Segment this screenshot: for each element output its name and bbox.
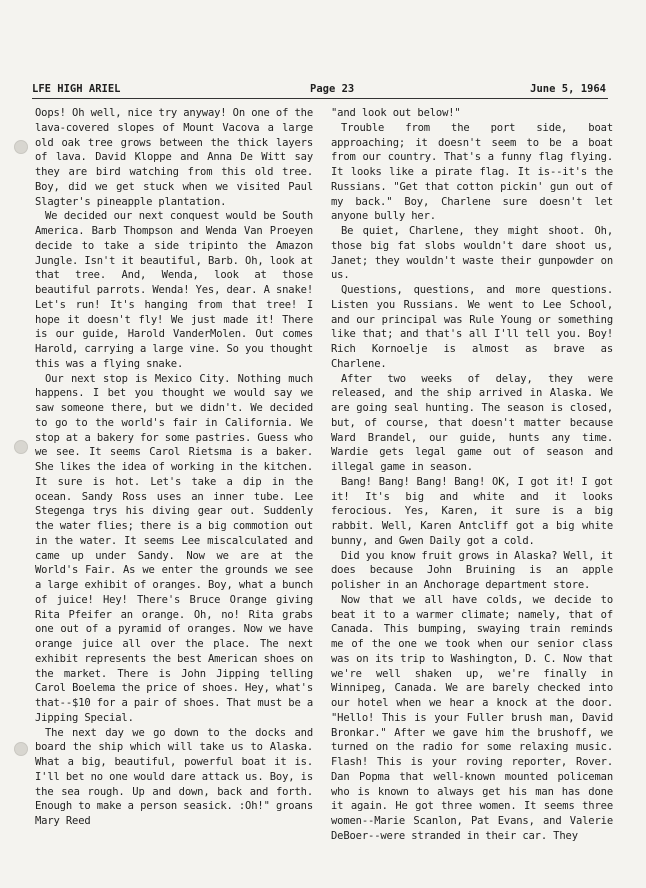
publication-title: LFE HIGH ARIEL (32, 83, 121, 95)
paragraph: Now that we all have colds, we decide to beat it to a warmer climate; namely, that of Canada. This bumping, swaying train reminds me of the one we took when our senior class was on its trip to Washington, D. C. Now that we're well shaken up, we're finally in Winnipeg, Canada. We are barely checked into our hotel when we hear a knock at the door. "Hello! This is your Fuller brush man, David Bronkar." After we gave him the brushoff, we turned on the radio for some relaxing music. Flash! This is your roving reporter, Rover. Dan Popma that well-known mounted policeman who is known to always get his man has done it again. He got three women. It seems three women--Marie Scanlon, Pat Evans, and Valerie DeBoer--were stranded in their car. They (331, 593, 613, 842)
binder-hole (14, 440, 28, 454)
page-header (32, 83, 606, 97)
paragraph: We decided our next conquest would be South America. Barb Thompson and Wenda Van Proeyen decide to take a side tripinto the Amazon Jungle. Isn't it beautiful, Barb. Oh, look at that tree. And, Wenda, look at those beautiful parrots. Wenda! Yes, dear. A snake! Let's run! It's hanging from that tree! I hope it doesn't fly! We just made it! There is our guide, Harold VanderMolen. Out comes Harold, carrying a large vine. So you thought this was a flying snake. (35, 210, 313, 370)
page-number: Page 23 (310, 83, 355, 95)
issue-date: June 5, 1964 (530, 83, 606, 95)
paragraph: "and look out below!" (331, 107, 461, 119)
paragraph: Questions, questions, and more questions. Listen you Russians. We went to Lee School, and our principal was Rule Young or something like that; and that's all I'll tell you. Boy! Rich Kornoelje is almost as brave as Charlene. (331, 284, 613, 370)
paragraph: Bang! Bang! Bang! Bang! OK, I got it! I got it! It's big and white and it looks ferocious. Yes, Karen, it sure is a big rabbit. Well, Karen Antcliff got a big white bunny, and Gwen Daily got a cold. (331, 475, 613, 547)
right-column (331, 106, 613, 844)
paragraph: Be quiet, Charlene, they might shoot. Oh, those big fat slobs wouldn't dare shoot us, Janet; they wouldn't waste their gunpowder on us. (331, 225, 613, 282)
paragraph: Oops! Oh well, nice try anyway! On one of the lava-covered slopes of Mount Vacova a large old oak tree grows between the thick layers of lava. David Kloppe and Anna De Witt say they are bird watching from this old tree. Boy, did we get stuck when we visited Paul Slagter's pineapple plantation. (35, 107, 313, 208)
binder-hole (14, 742, 28, 756)
paragraph: Did you know fruit grows in Alaska? Well, it does because John Bruining is an apple polisher in an Anchorage department store. (331, 549, 613, 591)
paragraph: The next day we go down to the docks and board the ship which will take us to Alaska. What a big, beautiful, powerful boat it is. I'll bet no one would dare attack us. Boy, is the sea rough. Up and down, back and forth. Enough to make a person seasick. :Oh!" groans Mary Reed (35, 726, 313, 827)
paragraph: Trouble from the port side, boat approaching; it doesn't seem to be a boat from our country. That's a funny flag flying. It looks like a pirate flag. It is--it's the Russians. "Get that cotton pickin' gun out of my back." Boy, Charlene sure doesn't let anyone bully her. (331, 121, 613, 223)
left-column (35, 106, 313, 829)
binder-hole (14, 140, 28, 154)
paragraph: Our next stop is Mexico City. Nothing much happens. I bet you thought we would say we saw someone there, but we didn't. We decided to go to the world's fair in California. We stop at a bakery for some pastries. Guess who we see. It seems Carol Rietsma is a baker. She likes the idea of working in the kitchen. It sure is hot. Let's take a dip in the ocean. Sandy Ross uses an inner tube. Lee Stegenga trys his diving gear out. Suddenly the water flies; there is a big commotion out in the water. It seems Lee miscalculated and came up under Sandy. Now we are at the World's Fair. As we enter the grounds we see a large exhibit of oranges. Boy, what a bunch of juice! Hey! There's Bruce Orange giving Rita Pfeifer an orange. Oh, no! Rita grabs one out of a pyramid of oranges. Now we have orange juice all over the place. The next exhibit represents the best American shoes on the market. There is John Jipping telling Carol Boelema the price of shoes. Hey, what's that--$10 for a pair of shoes. That must be a Jipping Special. (35, 372, 313, 724)
paragraph: After two weeks of delay, they were released, and the ship arrived in Alaska. We are going seal hunting. The season is closed, but, of course, that doesn't matter because Ward Brandel, our guide, hunts any time. Wardie gets legal game out of season and illegal game in season. (331, 372, 613, 473)
header-rule (32, 98, 608, 99)
